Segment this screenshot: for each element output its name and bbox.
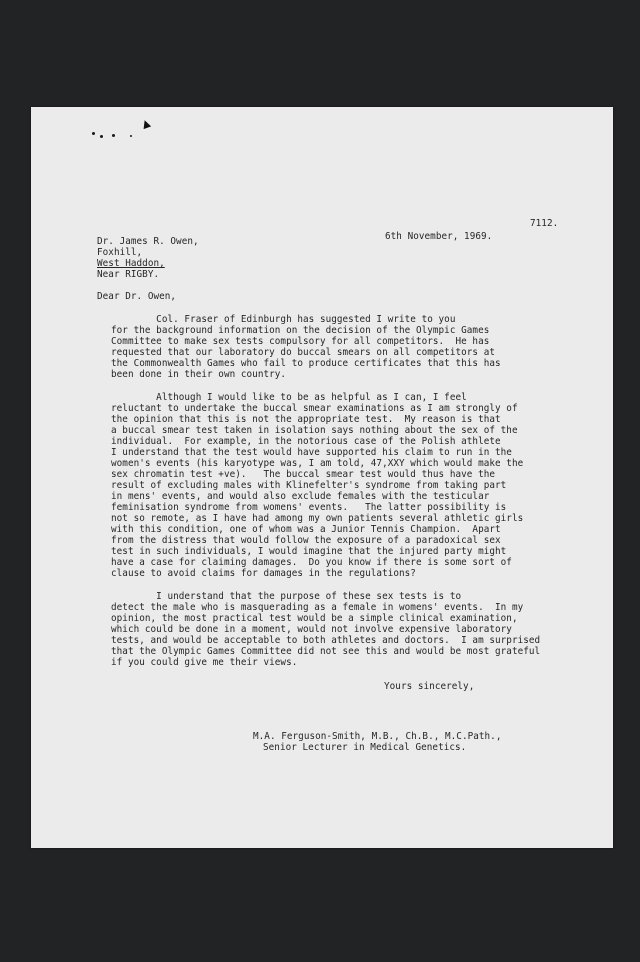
letter-page: [31, 107, 613, 848]
paragraph-1-line: requested that our laboratory do buccal smears on all competitors at: [111, 347, 496, 358]
paragraph-3-line: detect the male who is masquerading as a female in womens' events. In my: [111, 602, 524, 613]
paragraph-3-line: that the Olympic Games Committee did not see this and would be most grateful: [111, 646, 541, 657]
letter-date: 6th November, 1969.: [385, 231, 493, 242]
paragraph-2-line: not so remote, as I have had among my own patients several athletic girls: [111, 513, 524, 524]
signatory-title: Senior Lecturer in Medical Genetics.: [263, 742, 467, 753]
salutation: Dear Dr. Owen,: [97, 291, 177, 302]
paragraph-2-line: test in such individuals, I would imagine that the injured party might: [111, 546, 507, 557]
paragraph-2-line: women's events (his karyotype was, I am told, 47,XXY which would make the: [111, 458, 524, 469]
paragraph-1-line: been done in their own country.: [111, 369, 287, 380]
address-line: West Haddon,: [97, 258, 165, 269]
paragraph-2-line: from the distress that would follow the exposure of a paradoxical sex: [111, 535, 501, 546]
paragraph-2-line: with this condition, one of whom was a Junior Tennis Champion. Apart: [111, 524, 501, 535]
punch-mark: [92, 132, 95, 135]
paragraph-1-line: the Commonwealth Games who fail to produce certificates that this has: [111, 358, 501, 369]
paragraph-3-line: which could be done in a moment, would not involve expensive laboratory: [111, 624, 512, 635]
closing: Yours sincerely,: [384, 681, 475, 692]
staple-mark: [141, 119, 151, 129]
paragraph-3-line: opinion, the most practical test would be a simple clinical examination,: [111, 613, 518, 624]
punch-mark: [130, 135, 132, 137]
paragraph-1-line: Col. Fraser of Edinburgh has suggested I write to you: [111, 314, 456, 325]
punch-mark: [100, 135, 103, 138]
punch-mark: [112, 134, 115, 137]
paragraph-2-line: individual. For example, in the notorious case of the Polish athlete: [111, 436, 501, 447]
reference-number: 7112.: [530, 218, 559, 229]
paragraph-2-line: sex chromatin test +ve). The buccal smear test would thus have the: [111, 469, 496, 480]
paragraph-1-line: Committee to make sex tests compulsory for all competitors. He has: [111, 336, 490, 347]
paragraph-2-line: clause to avoid claims for damages in the regulations?: [111, 568, 416, 579]
paragraph-3-line: I understand that the purpose of these sex tests is to: [111, 591, 462, 602]
paragraph-2-line: result of excluding males with Klinefelter's syndrome from taking part: [111, 480, 507, 491]
paragraph-2-line: feminisation syndrome from womens' events. The latter possibility is: [111, 502, 507, 513]
paragraph-1-line: for the background information on the decision of the Olympic Games: [111, 325, 490, 336]
paragraph-2-line: Although I would like to be as helpful as I can, I feel: [111, 392, 467, 403]
signatory-name: M.A. Ferguson-Smith, M.B., Ch.B., M.C.Path.,: [253, 731, 502, 742]
address-line: Foxhill,: [97, 247, 143, 258]
paragraph-3-line: if you could give me their views.: [111, 657, 298, 668]
address-line: Dr. James R. Owen,: [97, 236, 199, 247]
paragraph-2-line: reluctant to undertake the buccal smear examinations as I am strongly of: [111, 403, 518, 414]
paragraph-2-line: I understand that the test would have supported his claim to run in the: [111, 447, 512, 458]
paragraph-2-line: have a case for claiming damages. Do you know if there is some sort of: [111, 557, 512, 568]
paragraph-2-line: the opinion that this is not the appropriate test. My reason is that: [111, 414, 501, 425]
address-line: Near RIGBY.: [97, 269, 160, 280]
paragraph-2-line: in mens' events, and would also exclude females with the testicular: [111, 491, 490, 502]
paragraph-2-line: a buccal smear test taken in isolation says nothing about the sex of the: [111, 425, 518, 436]
paragraph-3-line: tests, and would be acceptable to both athletes and doctors. I am surprised: [111, 635, 541, 646]
